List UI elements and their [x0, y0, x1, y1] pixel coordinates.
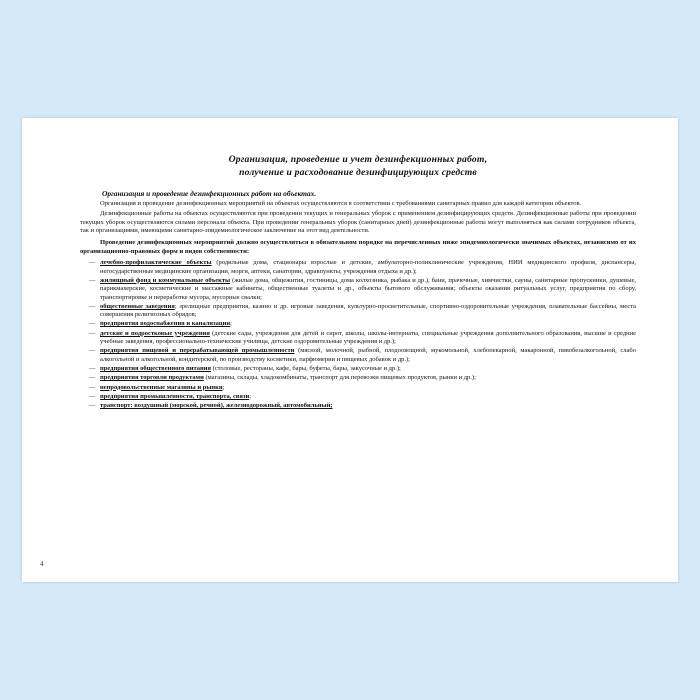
list-item — [80, 259, 636, 276]
list-item-term: предприятия пищевой и перерабатывающей промышленности — [100, 347, 295, 355]
page-number: 4 — [40, 560, 44, 568]
list-item — [80, 365, 636, 373]
list-item — [80, 330, 636, 347]
list-item-text: : воздушный (морской, речной), железнодорожный, автомобильный; — [130, 402, 333, 410]
dash-marker: — — [89, 347, 96, 355]
page-title — [80, 154, 636, 180]
list-item-term: детские и подростковые учреждения — [100, 329, 210, 337]
list-item-text: (родильные дома, стационары взрослые и детские, амбулаторно-поликлинические учреждения, НИИ медицинского профиля, диспансеры, негосударственные медицинские организации, морги, аптеки, санатории, здравпункты, учреждения отдыха и др.); — [100, 259, 637, 275]
list-item-term: общественные заведения — [100, 302, 175, 310]
list-item-text: (столовые, рестораны, кафе, бары, буфеты, бары, закусочные и др.); — [211, 365, 401, 372]
title-line-1: Организация, проведение и учет дезинфекционных работ, — [228, 154, 488, 165]
list-item — [80, 277, 636, 302]
list-item-text: ; — [230, 320, 232, 328]
list-item-term: жилищный фонд и коммунальные объекты — [100, 276, 231, 284]
list-item-text: ; — [249, 392, 252, 400]
list-item — [80, 303, 636, 320]
dash-marker: — — [89, 276, 96, 284]
list-item-term: предприятия промышленности, транспорта, связи — [100, 392, 250, 400]
dash-marker: — — [89, 259, 96, 267]
title-line-2: получение и расходование дезинфицирующих средств — [239, 166, 477, 178]
dash-marker: — — [89, 329, 96, 337]
list-item-text: (магазины, склады, хладокомбинаты, транспорт для перевозки пищевых продуктов, рынки и др.); — [203, 374, 476, 382]
list-item-term: транспорт — [100, 402, 131, 410]
list-item — [80, 320, 636, 328]
dash-marker: — — [89, 402, 96, 410]
dash-marker: — — [89, 374, 96, 382]
list-item — [80, 393, 636, 401]
dash-marker: — — [89, 302, 96, 310]
paragraph-1: Организация и проведение дезинфекционных мероприятий на объектах осуществляются в соответствии с требованиями санитарных правил для каждой категории объектов. — [100, 199, 582, 207]
list-item — [80, 347, 636, 364]
document-page — [22, 118, 678, 582]
list-item-term: непродовольственные магазины и рынки — [100, 383, 223, 391]
dash-marker: — — [89, 365, 96, 372]
list-item-text: (жилые дома, общежития, гостиницы, дома колхозника, рыбака и др.), бани, прачечные, химчистки, сауны, санитарные пропускники, душевые, парикмахерские, косметические и массажные кабинеты, общественные туалеты и др., объекты бытового обслуживания; объекты оказания ритуальных услуг, предприятия по сбору, транспортировке и переработке мусора, мусорные свалки; — [100, 276, 637, 301]
list-item — [80, 374, 636, 382]
list-item — [80, 384, 636, 392]
dash-marker: — — [89, 392, 96, 400]
paragraph-2: Дезинфекционные работы на объектах осуществляются при проведении текущих и генеральных уборок с применением дезинфицирующих средств. Дезинфекционные работы при проведении текущих уборок осуществляются силами персонала объекта. При проведении генеральных уборок (санитарных дней) дезинфекционные работы могут выполняться как силами сотрудников объекта, так и организациями, имеющими санитарно-эпидемиологическое заключение на этот вид деятельности. — [80, 210, 636, 234]
list-item-term: предприятия торговли продуктами — [100, 374, 204, 382]
list-item-term: предприятия водоснабжения и канализации — [100, 320, 231, 328]
list-item-text: (детские сады, учреждения для детей и сирот, школы, школы-интернаты, специальные учреждения дополнительного образования, высшие и средние учебные заведения, профессионально-технические училища, детские оздоровительные учреждения и др.); — [100, 329, 636, 346]
section-heading: Организация и проведение дезинфекционных работ на объектах. — [102, 188, 317, 198]
list-item-term: лечебно-профилактические объекты — [100, 259, 212, 267]
dash-marker: — — [89, 383, 96, 391]
object-list — [80, 259, 636, 410]
lead-paragraph: Проведение дезинфекционных мероприятий должно осуществляться в обязательном порядке на перечисленных ниже эпидемиологически значимых объектах, независимо от их организационно-правовых форм и видов собственности: — [80, 239, 636, 255]
list-item-text: ; — [222, 383, 225, 391]
list-item-text: (мясной, молочной, рыбной, плодоовощной, мукомольной, хлебопекарной, макаронной, пивобезалкогольной, слабо алкогольной и алкогольной, кондитерской, по производству косметики, парфюмерии и пищевых добавок и др.); — [100, 347, 636, 363]
list-item-term: предприятия общественного питания — [100, 365, 211, 372]
list-item — [80, 402, 636, 410]
list-item-text: ; зрелищные предприятия, казино и др. игровые заведения, культурно-просветительные, спортивно-оздоровительные учреждения, плавательные бассейны, места совершения религиозных обрядов; — [100, 302, 636, 319]
dash-marker: — — [89, 320, 96, 328]
